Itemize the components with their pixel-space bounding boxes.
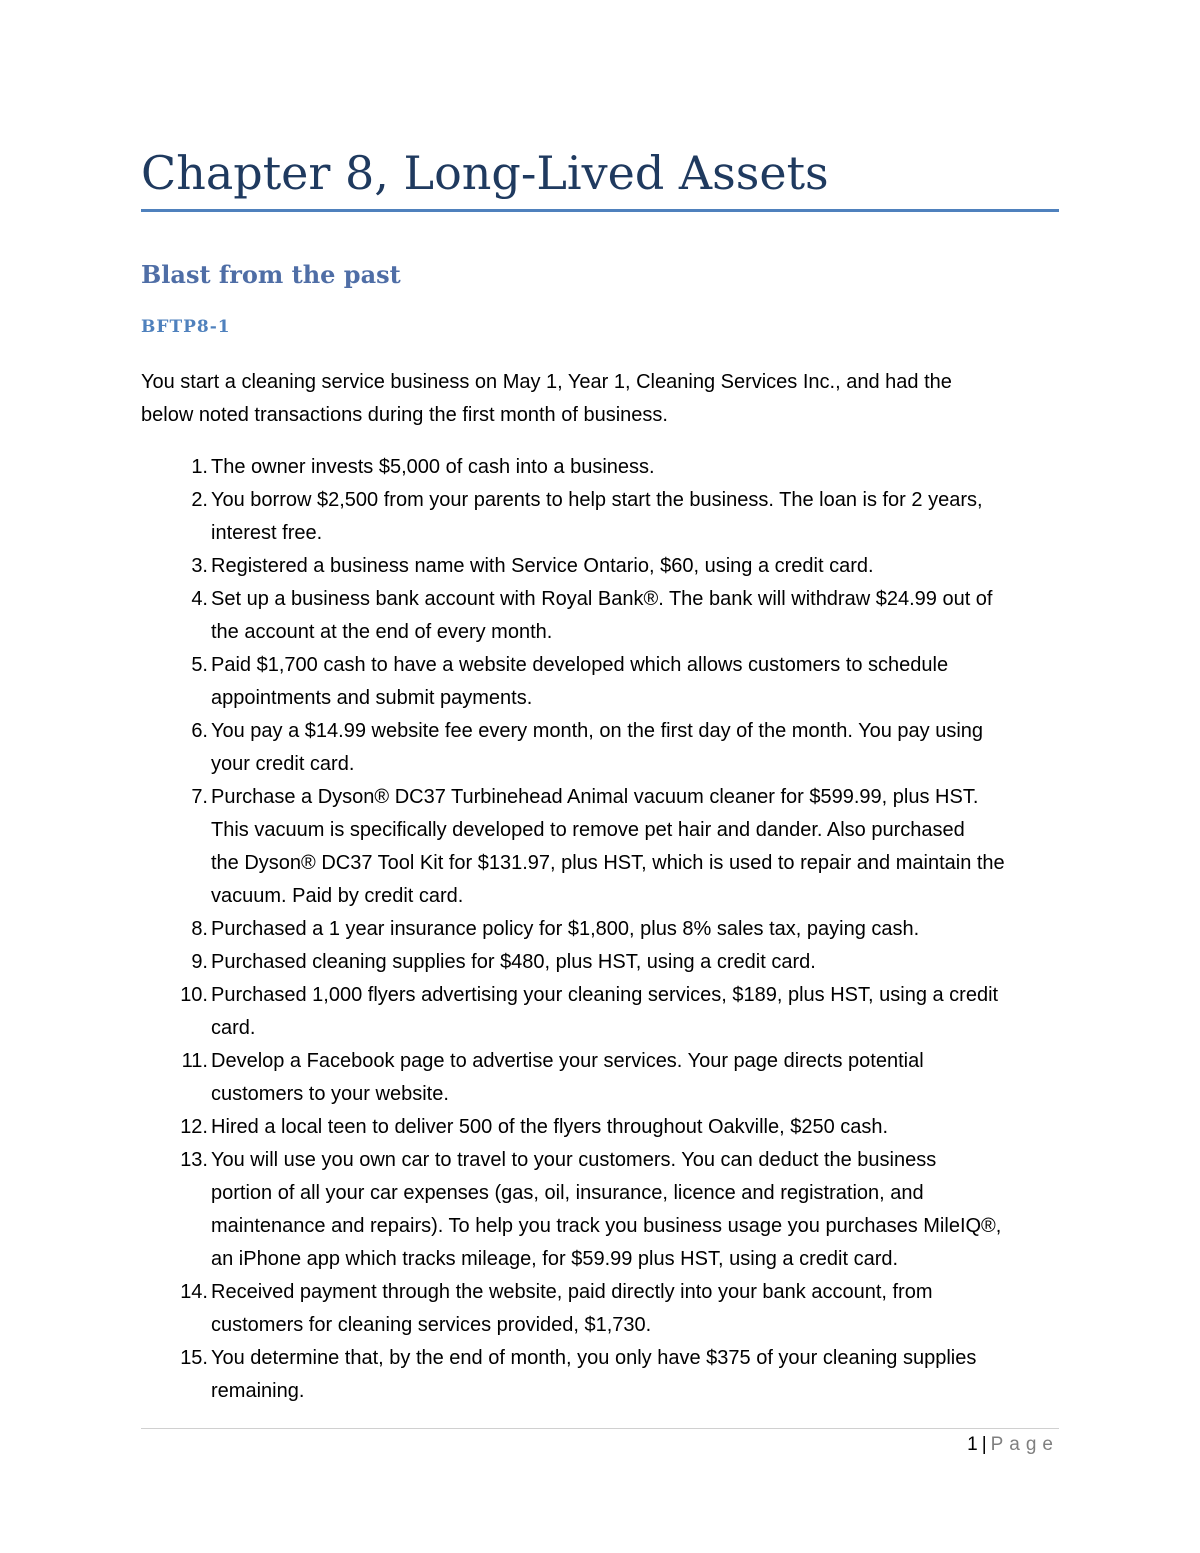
list-item	[141, 1276, 1071, 1342]
list-item-text: The owner invests $5,000 of cash into a business.	[211, 456, 655, 478]
list-item-text: Purchase a Dyson® DC37 Turbinehead Animal vacuum cleaner for $599.99, plus HST.	[211, 786, 979, 808]
list-item	[141, 1342, 1071, 1408]
list-item-text: the Dyson® DC37 Tool Kit for $131.97, plus HST, which is used to repair and maintain the	[211, 852, 1005, 874]
subsection-heading: BFTP8-1	[141, 317, 231, 337]
list-item-text: maintenance and repairs). To help you track you business usage you purchases MileIQ®,	[211, 1215, 1002, 1237]
list-item	[141, 946, 1071, 979]
title-underline	[141, 209, 1059, 212]
list-item-text: the account at the end of every month.	[211, 621, 553, 643]
intro-paragraph	[141, 366, 1059, 432]
list-item-text: an iPhone app which tracks mileage, for $59.99 plus HST, using a credit card.	[211, 1248, 899, 1270]
list-item-text: customers for cleaning services provided, $1,730.	[211, 1314, 652, 1336]
transaction-list	[141, 451, 1071, 1408]
list-item-number: 13.	[180, 1149, 208, 1171]
list-item	[141, 583, 1071, 649]
list-item-number: 10.	[180, 984, 208, 1006]
list-item-text: portion of all your car expenses (gas, oil, insurance, licence and registration, and	[211, 1182, 924, 1204]
intro-line: You start a cleaning service business on May 1, Year 1, Cleaning Services Inc., and had the	[141, 371, 952, 393]
list-item-text: You borrow $2,500 from your parents to help start the business. The loan is for 2 years,	[211, 489, 983, 511]
list-item	[141, 649, 1071, 715]
list-item-text: interest free.	[211, 522, 323, 544]
list-item-text: Registered a business name with Service Ontario, $60, using a credit card.	[211, 555, 874, 577]
list-item-text: Received payment through the website, paid directly into your bank account, from	[211, 1281, 933, 1303]
list-item-number: 7.	[191, 786, 208, 808]
list-item-number: 5.	[191, 654, 208, 676]
list-item-number: 3.	[191, 555, 208, 577]
footer-separator: |	[981, 1434, 987, 1455]
list-item-text: This vacuum is specifically developed to remove pet hair and dander. Also purchased	[211, 819, 965, 841]
list-item-text: Set up a business bank account with Royal Bank®. The bank will withdraw $24.99 out of	[211, 588, 993, 610]
section-heading: Blast from the past	[141, 260, 401, 289]
list-item-text: Develop a Facebook page to advertise your services. Your page directs potential	[211, 1050, 924, 1072]
list-item	[141, 1144, 1071, 1276]
intro-line: below noted transactions during the first month of business.	[141, 404, 668, 426]
list-item	[141, 781, 1071, 913]
list-item	[141, 550, 1071, 583]
list-item-text: your credit card.	[211, 753, 355, 775]
list-item-text: Paid $1,700 cash to have a website developed which allows customers to schedule	[211, 654, 949, 676]
page-number: 1	[967, 1434, 978, 1455]
list-item-text: Purchased a 1 year insurance policy for $1,800, plus 8% sales tax, paying cash.	[211, 918, 920, 940]
list-item-text: You determine that, by the end of month, you only have $375 of your cleaning supplies	[211, 1347, 977, 1369]
list-item-number: 6.	[191, 720, 208, 742]
list-item	[141, 451, 1071, 484]
list-item	[141, 484, 1071, 550]
list-item-text: Purchased 1,000 flyers advertising your cleaning services, $189, plus HST, using a credit	[211, 984, 999, 1006]
list-item-number: 9.	[191, 951, 208, 973]
list-item-text: Hired a local teen to deliver 500 of the flyers throughout Oakville, $250 cash.	[211, 1116, 889, 1138]
page-footer	[967, 1432, 1059, 1458]
list-item-number: 2.	[191, 489, 208, 511]
list-item	[141, 1045, 1071, 1111]
list-item-text: remaining.	[211, 1380, 305, 1402]
list-item-text: Purchased cleaning supplies for $480, plus HST, using a credit card.	[211, 951, 816, 973]
list-item-number: 15.	[180, 1347, 208, 1369]
list-item	[141, 1111, 1071, 1144]
list-item-text: customers to your website.	[211, 1083, 449, 1105]
list-item-text: You will use you own car to travel to your customers. You can deduct the business	[211, 1149, 937, 1171]
list-item-text: appointments and submit payments.	[211, 687, 533, 709]
list-item-number: 4.	[191, 588, 208, 610]
list-item-number: 12.	[180, 1116, 208, 1138]
page-label: Page	[990, 1434, 1059, 1455]
footer-divider	[141, 1428, 1059, 1429]
list-item-text: vacuum. Paid by credit card.	[211, 885, 464, 907]
page-title: Chapter 8, Long-Lived Assets	[141, 146, 829, 200]
list-item-number: 11.	[181, 1050, 208, 1072]
list-item-number: 14.	[180, 1281, 208, 1303]
list-item-text: You pay a $14.99 website fee every month, on the first day of the month. You pay using	[211, 720, 984, 742]
list-item-number: 1.	[191, 456, 208, 478]
list-item-text: card.	[211, 1017, 256, 1039]
list-item	[141, 715, 1071, 781]
list-item-number: 8.	[191, 918, 208, 940]
list-item	[141, 979, 1071, 1045]
list-item	[141, 913, 1071, 946]
